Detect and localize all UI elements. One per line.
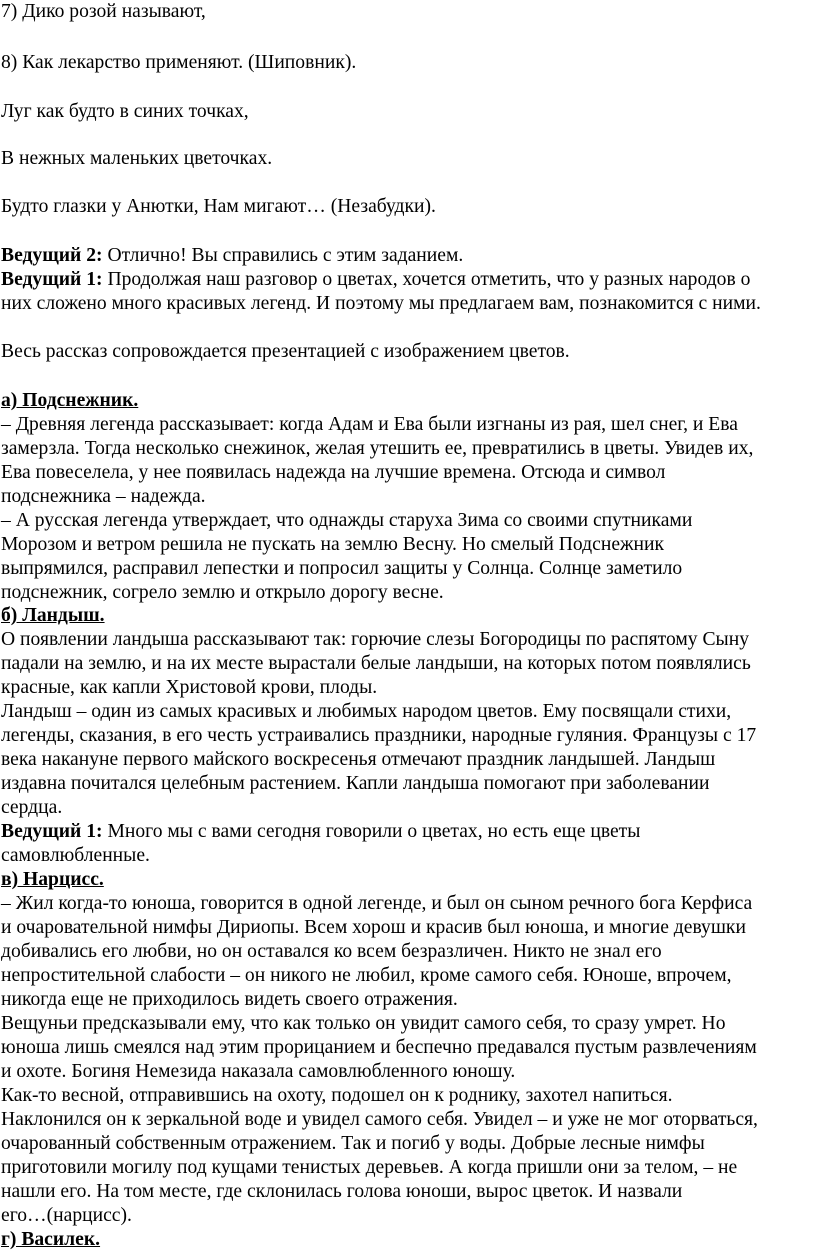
paragraph-line: Морозом и ветром решила не пускать на землю Весну. Но смелый Подснежник [1,534,665,555]
paragraph-line: падали на землю, и на их месте вырастали белые ландыши, на которых потом появлялись [1,653,751,674]
paragraph-line: сердца. [1,797,63,818]
paragraph-line: никогда еще не приходилось видеть своего отражения. [1,989,458,1010]
host-1-line [1,268,750,291]
poem-line: В нежных маленьких цветочках. [1,148,273,169]
speech-text: Отлично! Вы справились с этим заданием. [102,245,464,266]
paragraph-line: издавна почитался целебным растением. Капли ландыша помогают при заболевании [1,773,710,794]
paragraph-line: подснежника – надежда. [1,486,206,507]
paragraph-line: – А русская легенда утверждает, что однажды старуха Зима со своими спутниками [1,510,693,531]
paragraph-line: и очаровательной нимфы Дириопы. Всем хорош и красив был юноша, и многие девушки [1,917,746,938]
host-1-line [1,820,640,843]
paragraph-line: Как-то весной, отправившись на охоту, подошел он к роднику, захотел напиться. [1,1085,673,1106]
paragraph-line: О появлении ландыша рассказывают так: горючие слезы Богородицы по распятому Сыну [1,629,749,650]
poem-line: 7) Дико розой называют, [1,1,206,22]
section-heading-lily-of-the-valley: б) Ландыш. [1,605,105,626]
paragraph-line: непростительной слабости – он никого не любил, кроме самого себя. Юноше, впрочем, [1,965,732,986]
paragraph-line: добивались его любви, но он оставался ко всем безразличен. Никто не знал его [1,941,662,962]
paragraph-line: легенды, сказания, в его честь устраивались праздники, народные гуляния. Французы с 17 [1,725,757,746]
paragraph-line: века накануне первого майского воскресенья отмечают праздник ландышей. Ландыш [1,749,716,770]
section-heading-cornflower: г) Василек. [1,1229,101,1250]
paragraph-line: Ландыш – один из самых красивых и любимых народом цветов. Ему посвящали стихи, [1,701,732,722]
paragraph-line: юноша лишь смеялся над этим прорицанием и беспечно предавался пустым развлечениям [1,1037,757,1058]
paragraph-line: Ева повеселела, у нее появилась надежда на лучшие времена. Отсюда и символ [1,462,666,483]
section-heading-narcissus: в) Нарцисс. [1,869,104,890]
paragraph-line: Вещуньи предсказывали ему, что как только он увидит самого себя, то сразу умрет. Но [1,1013,726,1034]
poem-line: Луг как будто в синих точках, [1,101,249,122]
paragraph-line: подснежник, согрело землю и открыло дорогу весне. [1,582,444,603]
paragraph-line: – Жил когда-то юноша, говорится в одной легенде, и был он сыном речного бога Керфиса [1,893,753,914]
section-heading-snowdrop: а) Подснежник. [1,390,139,411]
paragraph-line: Весь рассказ сопровождается презентацией с изображением цветов. [1,341,570,362]
poem-line: 8) Как лекарство применяют. (Шиповник). [1,52,357,73]
paragraph-line: Наклонился он к зеркальной воде и увидел самого себя. Увидел – и уже не мог оторваться, [1,1109,758,1130]
paragraph-line: приготовили могилу под кущами тенистых деревьев. А когда пришли они за телом, – не [1,1157,738,1178]
speaker-label: Ведущий 2: [1,245,103,266]
paragraph-line: и охоте. Богиня Немезида наказала самовлюбленного юношу. [1,1061,516,1082]
paragraph-line: его…(нарцисс). [1,1205,132,1226]
host-2-line [1,244,463,267]
paragraph-line: очарованный собственным отражением. Так и погиб у воды. Добрые лесные нимфы [1,1133,705,1154]
paragraph-line: нашли его. На том месте, где склонилась голова юноши, вырос цветок. И назвали [1,1181,683,1202]
paragraph-line: них сложено много красивых легенд. И поэтому мы предлагаем вам, познакомится с ними. [1,293,761,314]
paragraph-line: красные, как капли Христовой крови, плоды. [1,677,378,698]
paragraph-line: самовлюбленные. [1,845,150,866]
paragraph-line: выпрямился, расправил лепестки и попросил защиты у Солнца. Солнце заметило [1,558,683,579]
paragraph-line: замерзла. Тогда несколько снежинок, желая утешить ее, превратились в цветы. Увидев их, [1,438,754,459]
paragraph-line: – Древняя легенда рассказывает: когда Адам и Ева были изгнаны из рая, шел снег, и Ева [1,414,738,435]
speaker-label: Ведущий 1: [1,821,103,842]
speech-text: Много мы с вами сегодня говорили о цветах, но есть еще цветы [102,821,641,842]
poem-line: Будто глазки у Анютки, Нам мигают… (Незабудки). [1,196,436,217]
speaker-label: Ведущий 1: [1,269,103,290]
speech-text: Продолжая наш разговор о цветах, хочется отметить, что у разных народов о [102,269,751,290]
